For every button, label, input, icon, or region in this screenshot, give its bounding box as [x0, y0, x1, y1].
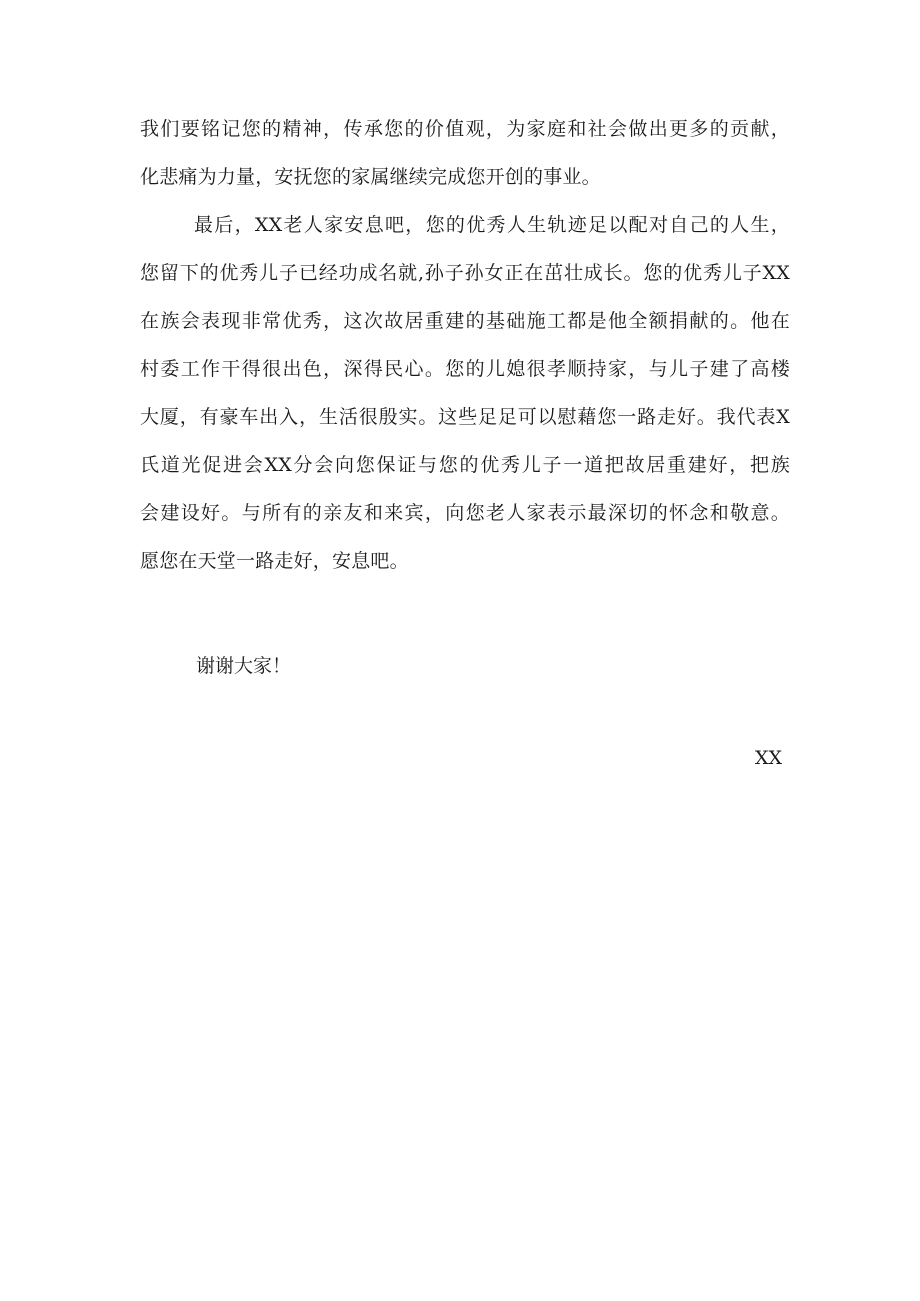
- text-line: 最后，XX老人家安息吧，您的优秀人生轨迹足以配对自己的人生，: [194, 214, 790, 236]
- text-line: 大厦，有豪车出入，生活很殷实。这些足足可以慰藉您一路走好。我代表X: [140, 406, 790, 428]
- text-line: 会建设好。与所有的亲友和来宾，向您老人家表示最深切的怀念和敬意。: [140, 502, 790, 524]
- closing-thanks: 谢谢大家！: [196, 655, 292, 677]
- text-line: 化悲痛为力量，安抚您的家属继续完成您开创的事业。: [140, 166, 601, 188]
- text-line: 愿您在天堂一路走好，安息吧。: [140, 550, 409, 572]
- text-line: 您留下的优秀儿子已经功成名就,孙子孙女正在茁壮成长。您的优秀儿子XX: [140, 262, 790, 284]
- text-line: 我们要铭记您的精神，传承您的价值观，为家庭和社会做出更多的贡献，: [140, 118, 790, 140]
- text-line: 村委工作干得很出色，深得民心。您的儿媳很孝顺持家，与儿子建了高楼: [140, 358, 790, 380]
- text-line: 在族会表现非常优秀，这次故居重建的基础施工都是他全额捐献的。他在: [140, 310, 790, 332]
- paragraph-legacy: [140, 115, 790, 191]
- paragraph-farewell: [140, 211, 790, 575]
- document-body: [140, 115, 790, 595]
- signature: XX: [754, 747, 782, 769]
- text-line: 氏道光促进会XX分会向您保证与您的优秀儿子一道把故居重建好，把族: [140, 454, 790, 476]
